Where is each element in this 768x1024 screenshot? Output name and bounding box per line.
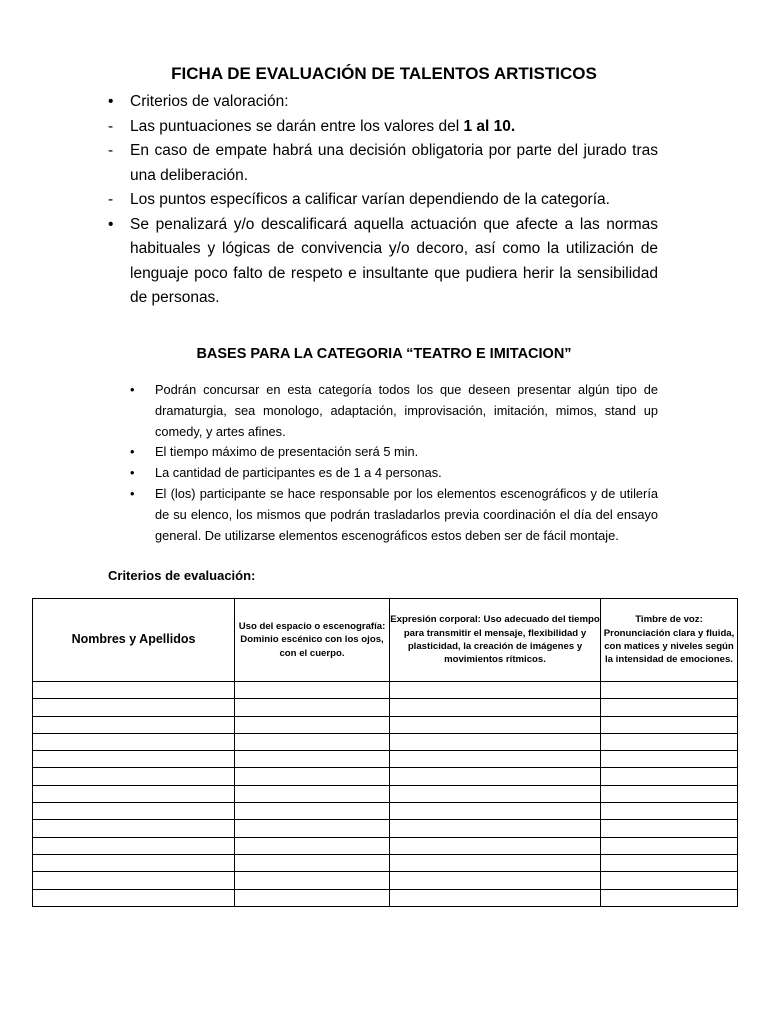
- table-cell[interactable]: [601, 889, 738, 906]
- table-cell[interactable]: [390, 854, 601, 871]
- table-row: [33, 820, 738, 837]
- table-cell[interactable]: [33, 785, 235, 802]
- table-cell[interactable]: [601, 733, 738, 750]
- table-cell[interactable]: [601, 682, 738, 699]
- table-row: [33, 889, 738, 906]
- evaluation-table: [32, 598, 738, 907]
- table-row: [33, 682, 738, 699]
- list-item-text: En caso de empate habrá una decisión obligatoria por parte del jurado tras una deliberación.: [130, 142, 658, 184]
- table-cell[interactable]: [390, 768, 601, 785]
- bullet-marker: •: [108, 215, 114, 233]
- list-item-text: Podrán concursar en esta categoría todos los que deseen presentar algún tipo de dramaturgia, sea monologo, adaptación, improvisación, imitación, mimos, stand up comedy, y artes afines.: [155, 382, 658, 439]
- list-item-text: [130, 115, 658, 140]
- table-cell[interactable]: [601, 854, 738, 871]
- table-row: [33, 785, 738, 802]
- category-rules-list: [130, 380, 658, 546]
- table-row: [33, 751, 738, 768]
- evaluation-rules-list: [106, 90, 658, 311]
- table-cell[interactable]: [390, 733, 601, 750]
- list-item: [130, 380, 658, 442]
- list-item: [106, 139, 658, 188]
- header-space-usage: Uso del espacio o escenografía: Dominio escénico con los ojos, con el cuerpo.: [235, 599, 390, 682]
- table-cell[interactable]: [235, 751, 390, 768]
- table-row: [33, 716, 738, 733]
- table-cell[interactable]: [33, 716, 235, 733]
- table-cell[interactable]: [235, 854, 390, 871]
- table-row: [33, 768, 738, 785]
- table-cell[interactable]: [601, 872, 738, 889]
- table-cell[interactable]: [601, 716, 738, 733]
- table-cell[interactable]: [33, 854, 235, 871]
- list-item-text: Criterios de valoración:: [130, 93, 289, 110]
- text-normal: Las puntuaciones se darán entre los valores del: [130, 117, 464, 135]
- table-cell[interactable]: [33, 751, 235, 768]
- list-item: [130, 484, 658, 546]
- table-cell[interactable]: [390, 699, 601, 716]
- header-body-expression: Expresión corporal: Uso adecuado del tiempo para transmitir el mensaje, flexibilidad y plasticidad, la creación de imágenes y movimientos rítmicos.: [390, 599, 601, 682]
- table-cell[interactable]: [601, 768, 738, 785]
- table-cell[interactable]: [33, 699, 235, 716]
- table-cell[interactable]: [390, 872, 601, 889]
- list-item-text: Se penalizará y/o descalificará aquella actuación que afecte a las normas habituales y lógicas de convivencia y/o decoro, así como la utilización de lenguaje poco falto de respeto e insultante que pudiera herir la sensibilidad de personas.: [130, 215, 658, 306]
- table-body: [33, 682, 738, 907]
- table-cell[interactable]: [601, 785, 738, 802]
- list-item-text: Los puntos específicos a calificar varían dependiendo de la categoría.: [130, 191, 610, 208]
- header-names: Nombres y Apellidos: [33, 599, 235, 682]
- table-cell[interactable]: [390, 751, 601, 768]
- table-cell[interactable]: [235, 699, 390, 716]
- table-cell[interactable]: [235, 889, 390, 906]
- table-row: [33, 699, 738, 716]
- table-row: [33, 837, 738, 854]
- list-item-text: El tiempo máximo de presentación será 5 min.: [155, 444, 419, 460]
- table-cell[interactable]: [33, 733, 235, 750]
- table-cell[interactable]: [235, 872, 390, 889]
- table-cell[interactable]: [33, 803, 235, 820]
- table-cell[interactable]: [33, 682, 235, 699]
- bullet-marker: •: [130, 444, 135, 460]
- category-title: BASES PARA LA CATEGORIA “TEATRO E IMITACION”: [196, 346, 572, 362]
- table-row: [33, 803, 738, 820]
- bullet-marker: •: [130, 465, 135, 481]
- list-item: [106, 188, 658, 213]
- table-cell[interactable]: [601, 803, 738, 820]
- bullet-marker: •: [108, 93, 114, 110]
- document-title: FICHA DE EVALUACIÓN DE TALENTOS ARTISTICOS: [171, 64, 597, 83]
- table-cell[interactable]: [235, 803, 390, 820]
- table-cell[interactable]: [390, 889, 601, 906]
- list-item-text: La cantidad de participantes es de 1 a 4 personas.: [155, 465, 442, 481]
- table-cell[interactable]: [390, 716, 601, 733]
- list-item: [106, 90, 658, 115]
- table-row: [33, 872, 738, 889]
- table-cell[interactable]: [235, 820, 390, 837]
- header-voice-timbre: Timbre de voz: Pronunciación clara y fluida, con matices y niveles según la intensidad de emociones.: [601, 599, 738, 682]
- table-cell[interactable]: [235, 682, 390, 699]
- table-cell[interactable]: [601, 751, 738, 768]
- table-cell[interactable]: [33, 837, 235, 854]
- table-cell[interactable]: [235, 785, 390, 802]
- table-cell[interactable]: [235, 768, 390, 785]
- table-cell[interactable]: [390, 785, 601, 802]
- dash-marker: -: [108, 142, 114, 159]
- list-item: [106, 213, 658, 311]
- list-item: [130, 442, 658, 463]
- table-cell[interactable]: [235, 733, 390, 750]
- table-cell[interactable]: [33, 768, 235, 785]
- dash-marker: -: [108, 191, 114, 208]
- list-item-text: El (los) participante se hace responsable por los elementos escenográficos y de utilería de su elenco, los mismos que podrán trasladarlos previa coordinación el día del ensayo general. De utilizarse elementos escenográficos estos deben ser de fácil montaje.: [155, 485, 658, 543]
- criteria-label: Criterios de evaluación:: [108, 568, 256, 583]
- score-range: 1 al 10.: [463, 117, 516, 135]
- table-row: [33, 733, 738, 750]
- bullet-marker: •: [130, 485, 135, 501]
- table-cell[interactable]: [33, 889, 235, 906]
- table-header-row: [33, 599, 738, 682]
- table-cell[interactable]: [390, 803, 601, 820]
- table-cell[interactable]: [601, 837, 738, 854]
- list-item: [106, 115, 658, 140]
- table-cell[interactable]: [33, 872, 235, 889]
- table-cell[interactable]: [235, 716, 390, 733]
- list-item: [130, 463, 658, 484]
- bullet-marker: •: [130, 382, 135, 397]
- table-cell[interactable]: [235, 837, 390, 854]
- table-cell[interactable]: [390, 682, 601, 699]
- table-cell[interactable]: [601, 699, 738, 716]
- table-cell[interactable]: [390, 837, 601, 854]
- table-row: [33, 854, 738, 871]
- dash-marker: -: [108, 117, 114, 135]
- table-cell[interactable]: [390, 820, 601, 837]
- table-cell[interactable]: [33, 820, 235, 837]
- table-cell[interactable]: [601, 820, 738, 837]
